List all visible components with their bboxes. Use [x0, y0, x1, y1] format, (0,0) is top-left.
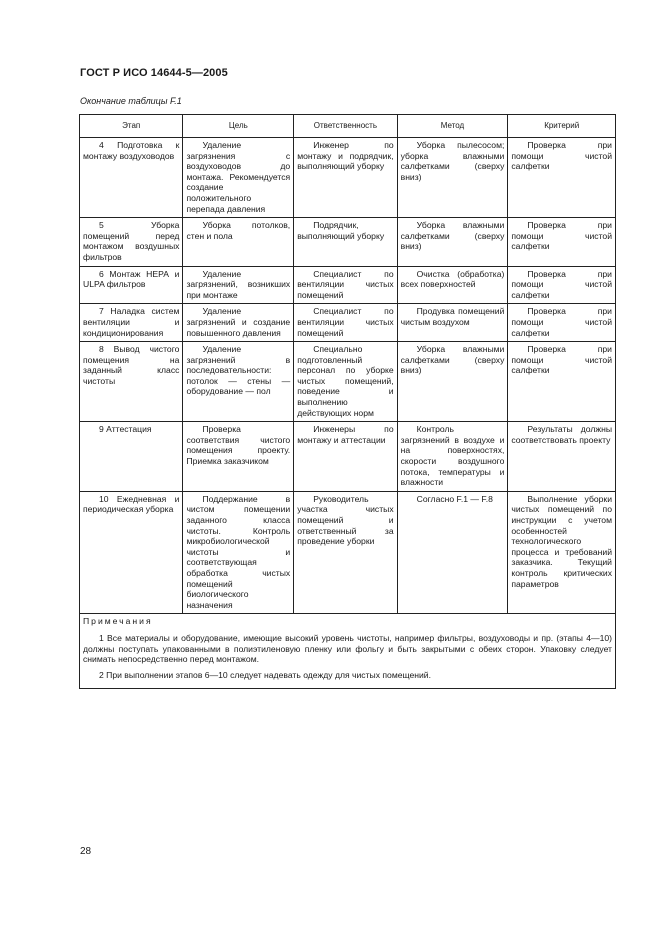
cell-goal: Удаление загрязнений в последовательности: потолок — стены — оборудование — пол — [183, 342, 294, 422]
cell-goal: Проверка соответствия чистого помещения проекту. Приемка заказчиком — [183, 422, 294, 492]
cell-criterion: Проверка при помощи чистой салфетки — [508, 304, 616, 342]
cell-responsibility: Специально подготовленный персонал по уборке чистых помещений, поведение и выполнению действующих норм — [294, 342, 397, 422]
document-header-title: ГОСТ Р ИСО 14644-5—2005 — [80, 67, 228, 79]
table-caption: Окончание таблицы F.1 — [80, 96, 182, 106]
cell-responsibility: Подрядчик, выполняющий уборку — [294, 218, 397, 266]
notes-cell — [80, 614, 616, 689]
cell-stage: 4 Подготовка к монтажу воздуховодов — [80, 138, 183, 218]
cell-method: Продувка помещений чистым воздухом — [397, 304, 508, 342]
cell-method: Уборка пылесосом; уборка влажными салфетками (сверху вниз) — [397, 138, 508, 218]
cell-method: Уборка влажными салфетками (сверху вниз) — [397, 342, 508, 422]
note-item: 1 Все материалы и оборудование, имеющие высокий уровень чистоты, например фильтры, воздуховоды и пр. (этапы 4—10) должны поступать упакованными в полиэтиленовую пленку или фольгу и быть закрытыми с обеих сторон. Упаковку следует снимать непосредственно перед монтажом. — [83, 632, 612, 665]
cell-method: Согласно F.1 — F.8 — [397, 491, 508, 614]
table-row — [80, 422, 616, 492]
table-row — [80, 304, 616, 342]
cleaning-stages-table — [79, 114, 616, 689]
cell-goal: Удаление загрязнений, возникших при монтаже — [183, 266, 294, 304]
cell-method: Контроль загрязнений в воздухе и на поверхностях, скорости воздушного потока, температуры и влажности — [397, 422, 508, 492]
cell-criterion: Проверка при помощи чистой салфетки — [508, 266, 616, 304]
table-row — [80, 342, 616, 422]
cell-responsibility: Инженер по монтажу и подрядчик, выполняющий уборку — [294, 138, 397, 218]
column-header-goal: Цель — [183, 115, 294, 138]
cell-stage: 10 Ежедневная и периодическая уборка — [80, 491, 183, 614]
table-row — [80, 218, 616, 266]
column-header-criterion: Критерий — [508, 115, 616, 138]
cell-responsibility: Специалист по вентиляции чистых помещений — [294, 304, 397, 342]
page-number: 28 — [80, 846, 92, 857]
column-header-method: Метод — [397, 115, 508, 138]
cell-goal: Удаление загрязнения с воздуховодов до монтажа. Рекомендуется создание положительного перепада давления — [183, 138, 294, 218]
table-row — [80, 491, 616, 614]
cell-criterion: Проверка при помощи чистой салфетки — [508, 138, 616, 218]
cell-stage: 8 Вывод чистого помещения на заданный класс чистоты — [80, 342, 183, 422]
column-header-responsibility: Ответственность — [294, 115, 397, 138]
cell-responsibility: Инженеры по монтажу и аттестации — [294, 422, 397, 492]
cell-criterion: Проверка при помощи чистой салфетки — [508, 342, 616, 422]
cell-criterion: Результаты должны соответствовать проекту — [508, 422, 616, 492]
cell-stage: 6 Монтаж НЕРА и ULPA фильтров — [80, 266, 183, 304]
table-header-row — [80, 115, 616, 138]
cell-method: Уборка влажными салфетками (сверху вниз) — [397, 218, 508, 266]
cell-responsibility: Специалист по вентиляции чистых помещений — [294, 266, 397, 304]
cell-goal: Уборка потолков, стен и пола — [183, 218, 294, 266]
cell-criterion: Проверка при помощи чистой салфетки — [508, 218, 616, 266]
notes-title: Примечания — [83, 616, 153, 627]
cell-responsibility: Руководитель участка чистых помещений и ответственный за проведение уборки — [294, 491, 397, 614]
cell-stage: 9 Аттестация — [80, 422, 183, 492]
cell-method: Очистка (обработка) всех поверхностей — [397, 266, 508, 304]
cell-goal: Поддержание в чистом помещении заданного класса чистоты. Контроль микробиологической чистоты и соответствующая обработка чистых помещений биологического назначения — [183, 491, 294, 614]
cell-criterion: Выполнение уборки чистых помещений по инструкции с учетом особенностей технологического процесса и требований заказчика. Текущий контроль критических параметров — [508, 491, 616, 614]
column-header-stage: Этап — [80, 115, 183, 138]
notes-row — [80, 614, 616, 689]
cell-goal: Удаление загрязнений и создание повышенного давления — [183, 304, 294, 342]
table-row — [80, 138, 616, 218]
table-row — [80, 266, 616, 304]
cell-stage: 7 Наладка систем вентиляции и кондиционирования — [80, 304, 183, 342]
note-item: 2 При выполнении этапов 6—10 следует надевать одежду для чистых помещений. — [99, 669, 431, 680]
cell-stage: 5 Уборка помещений перед монтажом воздушных фильтров — [80, 218, 183, 266]
